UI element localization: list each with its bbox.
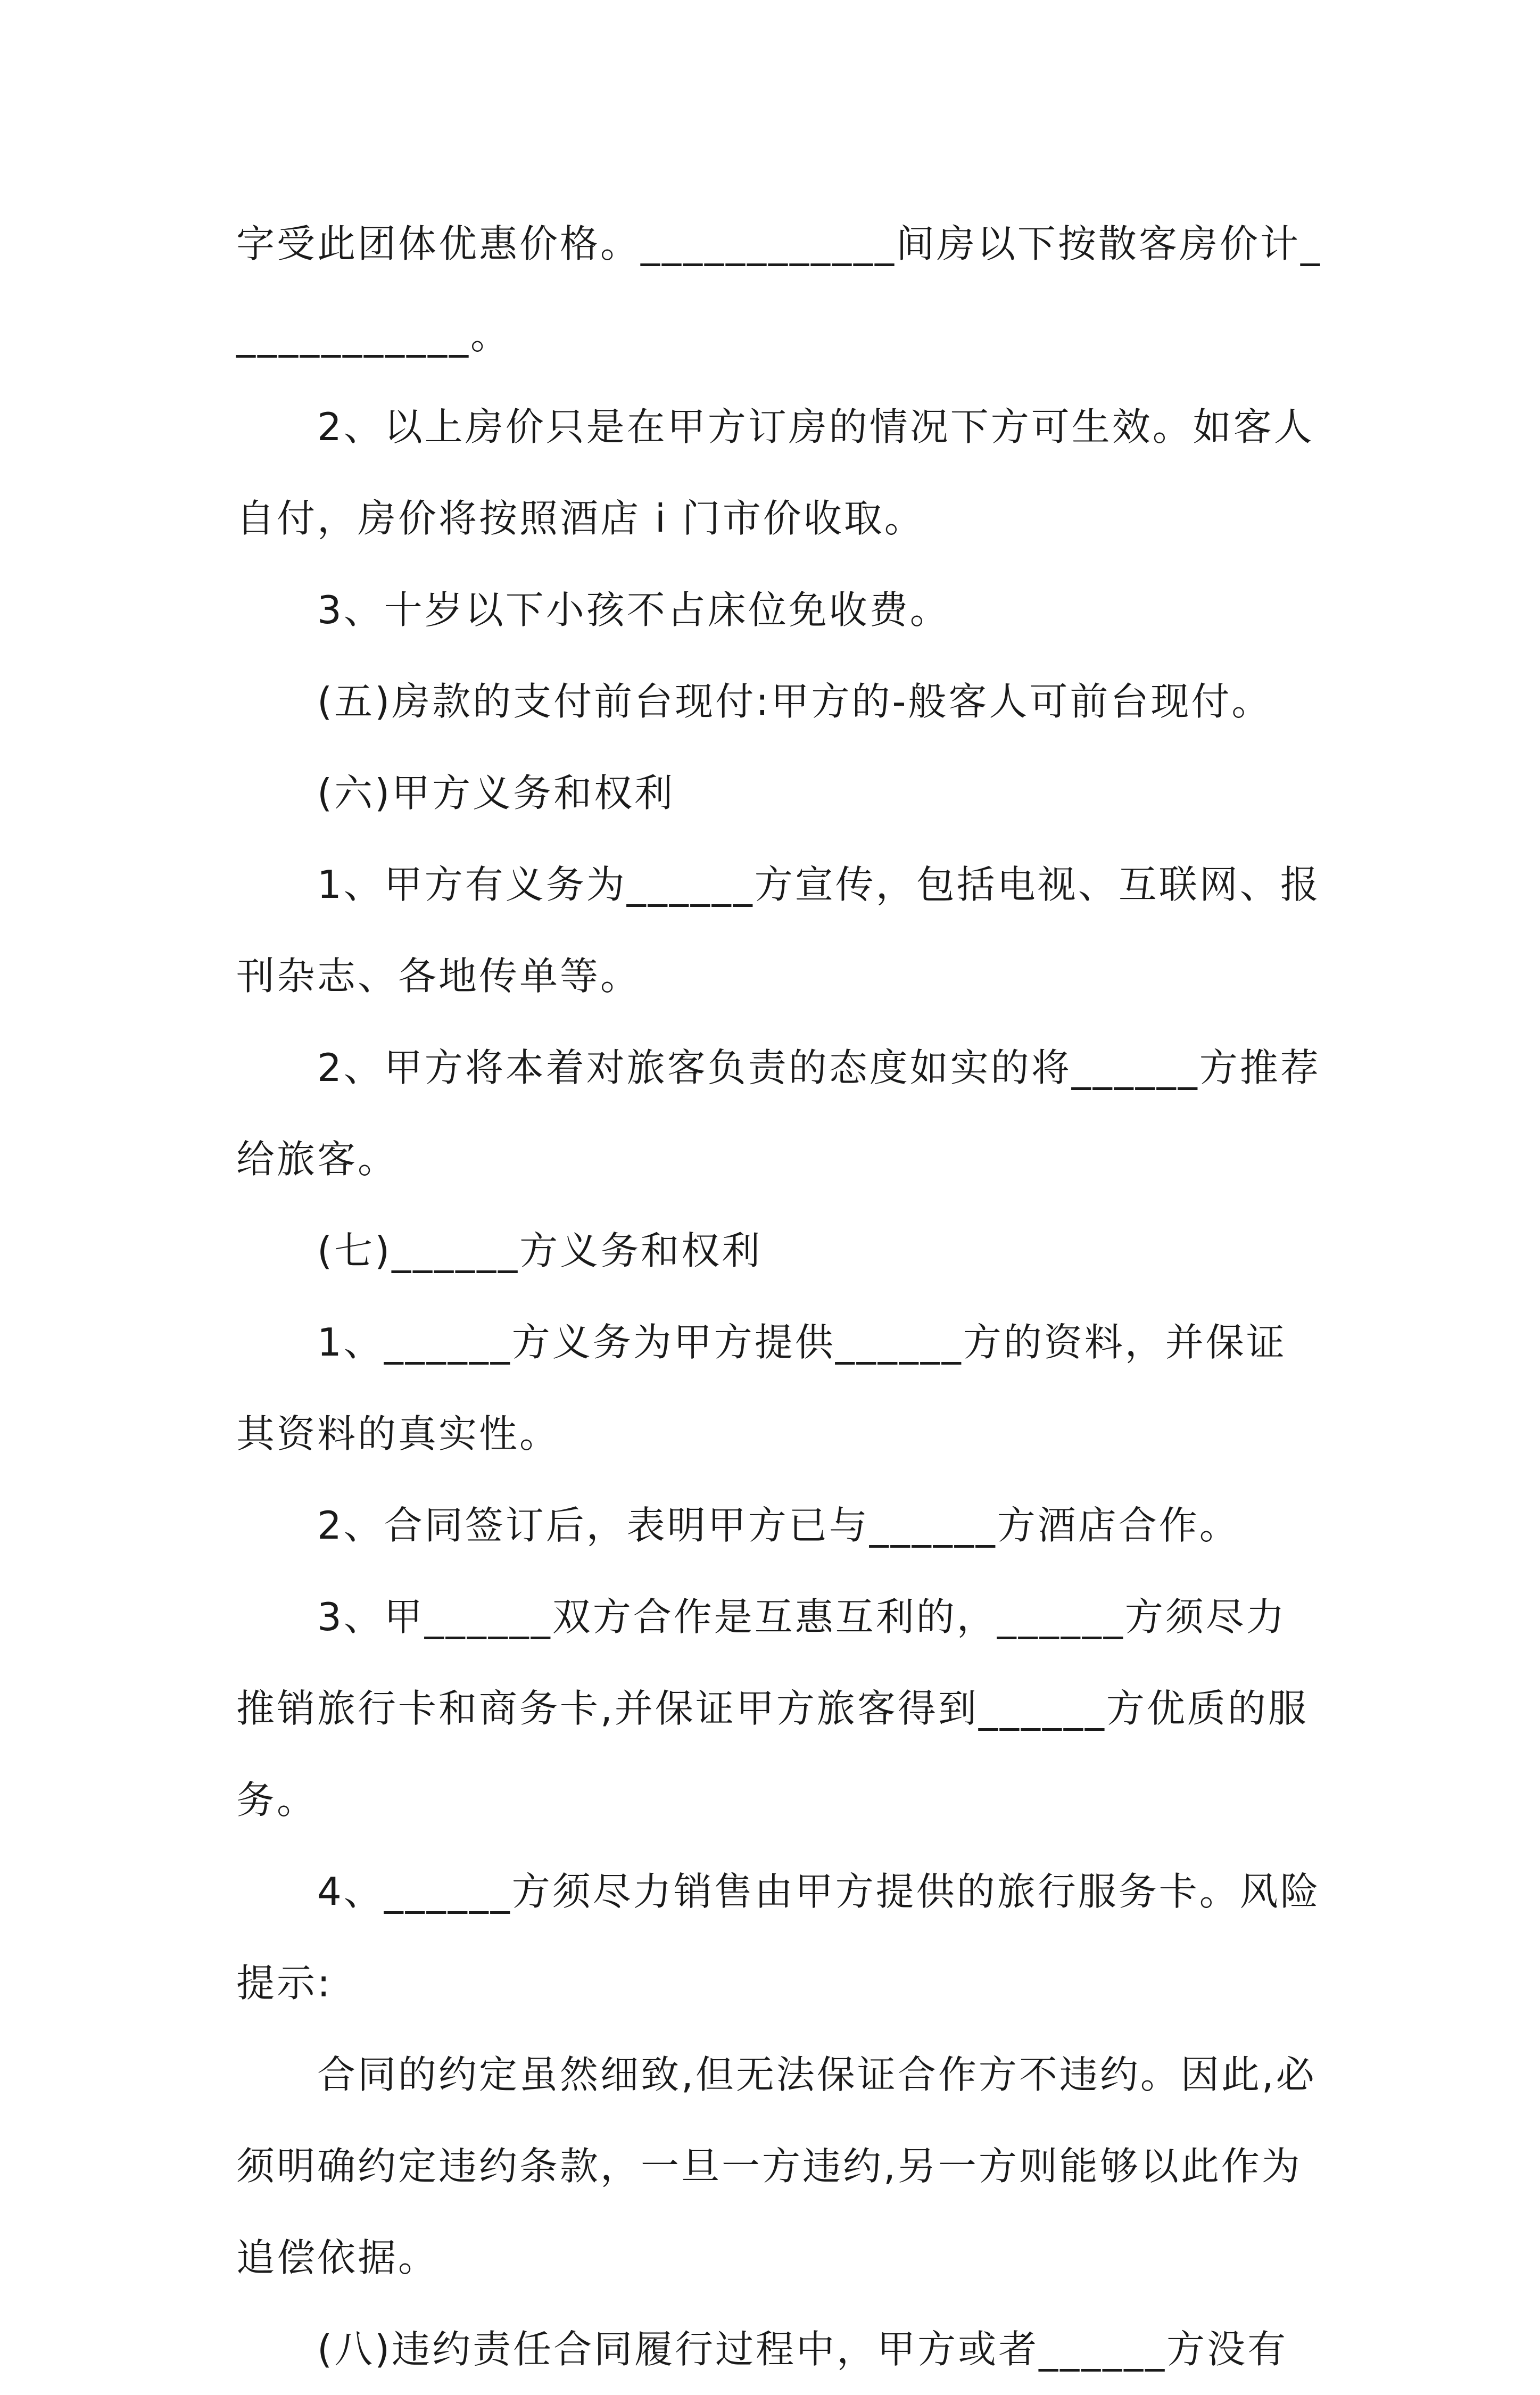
paragraph-contract-signed: 2、合同签订后，表明甲方已与______方酒店合作。 bbox=[317, 1503, 1240, 1548]
paragraph-sell-service-card: 4、______方须尽力销售由甲方提供的旅行服务卡。风险提示: bbox=[236, 1869, 1321, 2005]
paragraph-breach-liability: (八)违约责任合同履行过程中，甲方或者______方没有 bbox=[317, 2327, 1288, 2372]
document-body bbox=[236, 198, 1322, 2395]
paragraph-mutual-benefit: 3、甲______双方合作是互惠互利的，______方须尽力推销旅行卡和商务卡,并保证甲方旅客得到______方优质的服务。 bbox=[236, 1595, 1309, 1822]
paragraph-room-threshold: 字受此团体优惠价格。____________间房以下按散客房价计____________。 bbox=[236, 221, 1322, 358]
paragraph-party-a-recommend: 2、甲方将本着对旅客负责的态度如实的将______方推荐给旅客。 bbox=[236, 1045, 1321, 1182]
heading-party-a-duties: (六)甲方义务和权利 bbox=[317, 771, 675, 815]
paragraph-risk-note: 合同的约定虽然细致,但无法保证合作方不违约。因此,必须明确约定违约条款，一旦一方违约,另一方则能够以此作为追偿依据。 bbox=[236, 2052, 1317, 2280]
paragraph-price-validity: 2、以上房价只是在甲方订房的情况下方可生效。如客人自付，房价将按照酒店 i 门市价收取。 bbox=[236, 404, 1314, 541]
paragraph-payment-section: (五)房款的支付前台现付:甲方的-般客人可前台现付。 bbox=[317, 679, 1272, 724]
paragraph-children-free: 3、十岁以下小孩不占床位免收费。 bbox=[317, 588, 950, 632]
paragraph-party-a-promotion: 1、甲方有义务为______方宣传，包括电视、互联网、报刊杂志、各地传单等。 bbox=[236, 862, 1321, 998]
heading-party-b-duties: (七)______方义务和权利 bbox=[317, 1228, 763, 1273]
paragraph-party-b-materials: 1、______方义务为甲方提供______方的资料，并保证其资料的真实性。 bbox=[236, 1320, 1287, 1456]
